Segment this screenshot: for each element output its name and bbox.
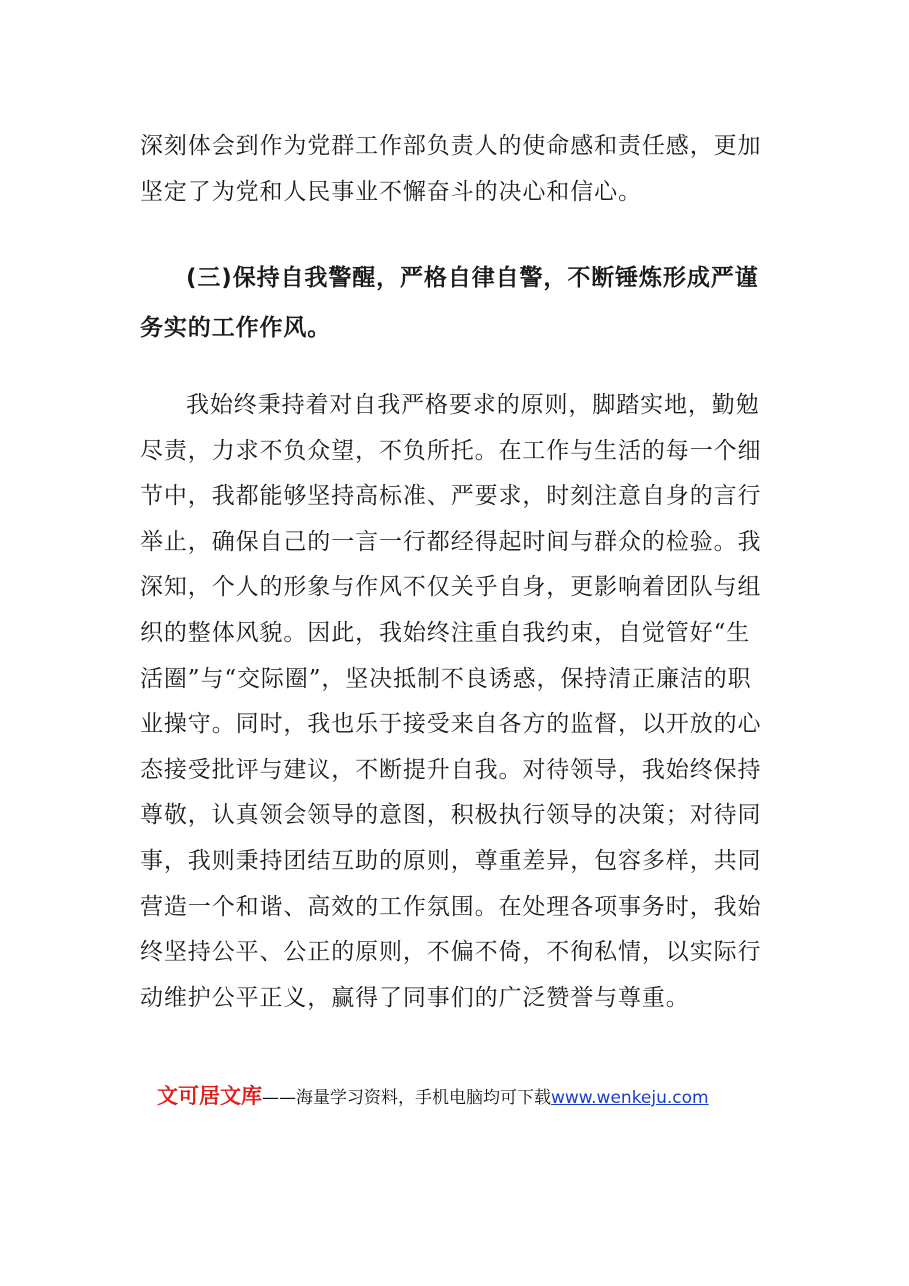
section-heading: (三)保持自我警醒，严格自律自警，不断锤炼形成严谨务实的工作作风。 bbox=[140, 265, 759, 341]
footer-banner bbox=[157, 1080, 709, 1110]
body-paragraph-continued: 深刻体会到作为党群工作部负责人的使命感和责任感，更加坚定了为党和人民事业不懈奋斗的决心和信心。 bbox=[140, 133, 762, 205]
body-paragraph: 我始终秉持着对自我严格要求的原则，脚踏实地，勤勉尽责，力求不负众望，不负所托。在工作与生活的每一个细节中，我都能够坚持高标准、严要求，时刻注意自身的言行举止，确保自己的一言一行都经得起时间与群众的检验。我深知，个人的形象与作风不仅关乎自身，更影响着团队与组织的整体风貌。因此，我始终注重自我约束，自觉管好“生活圈”与“交际圈”，坚决抵制不良诱惑，保持清正廉洁的职业操守。同时，我也乐于接受来自各方的监督，以开放的心态接受批评与建议，不断提升自我。对待领导，我始终保持尊敬，认真领会领导的意图，积极执行领导的决策；对待同事，我则秉持团结互助的原则，尊重差异，包容多样，共同营造一个和谐、高效的工作氛围。在处理各项事务时，我始终坚持公平、公正的原则，不偏不倚，不徇私情，以实际行动维护公平正义，赢得了同事们的广泛赞誉与尊重。 bbox=[140, 392, 762, 1011]
footer-brand-name: 文可居文库 bbox=[157, 1084, 262, 1108]
footer-dash: —— bbox=[262, 1088, 296, 1108]
footer-website-link[interactable]: www.wenkeju.com bbox=[551, 1088, 709, 1108]
footer-tagline: 海量学习资料，手机电脑均可下载 bbox=[296, 1088, 551, 1108]
